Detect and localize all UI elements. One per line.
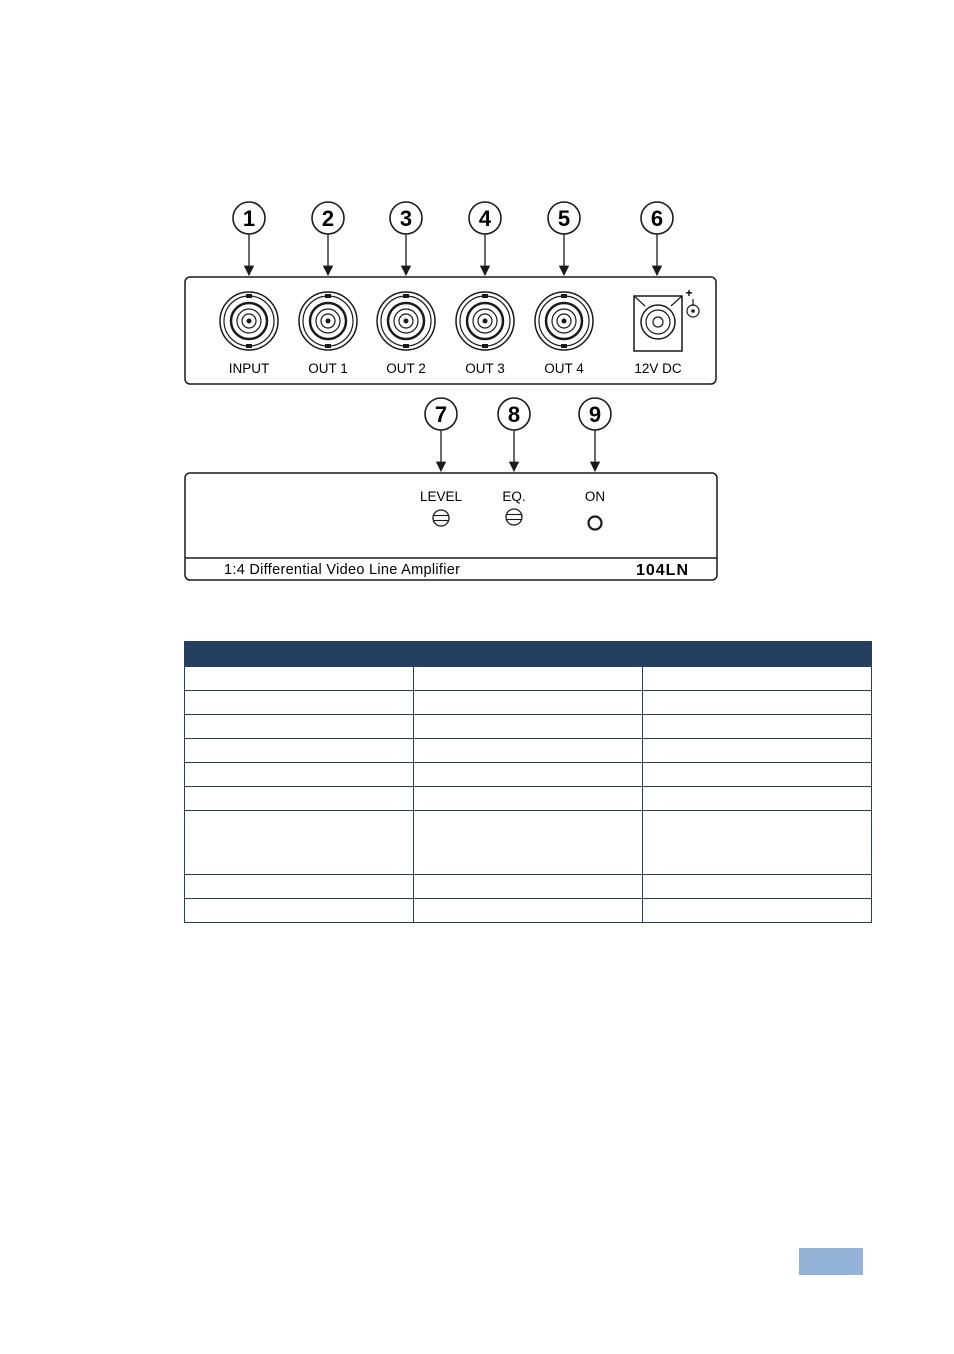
label-level: LEVEL [419,489,463,504]
table-row [185,667,872,691]
callout-5 [548,202,580,275]
label-12v-dc: 12V DC [634,361,682,376]
svg-text:2: 2 [321,206,335,231]
table-row [185,899,872,923]
header-number [185,642,414,667]
device-diagram [0,0,954,600]
table-row [185,715,872,739]
table-row [185,691,872,715]
callout-4 [469,202,501,275]
svg-text:5: 5 [557,206,571,231]
table-header-row [185,642,872,667]
product-description: 1:4 Differential Video Line Amplifier [224,562,461,578]
dc-power-socket-icon [634,296,682,351]
spec-table [184,641,872,923]
label-on: ON [584,489,606,504]
callout-3 [390,202,422,275]
callout-9 [579,398,611,471]
table-row [185,811,872,875]
svg-text:6: 6 [650,206,664,231]
level-trimmer-icon [433,510,449,526]
table-row [185,787,872,811]
svg-text:3: 3 [399,206,413,231]
label-eq: EQ. [502,489,526,504]
label-input: INPUT [228,361,270,376]
label-out2: OUT 2 [386,361,426,376]
svg-text:8: 8 [507,402,521,427]
label-out4: OUT 4 [544,361,584,376]
label-out3: OUT 3 [465,361,505,376]
eq-trimmer-icon [506,509,522,525]
svg-text:7: 7 [434,402,448,427]
callout-1 [233,202,265,275]
svg-text:1: 1 [242,206,256,231]
header-function [643,642,872,667]
on-led-icon [589,517,602,530]
table-row [185,763,872,787]
callout-2 [312,202,344,275]
callout-8 [498,398,530,471]
svg-text:9: 9 [588,402,602,427]
svg-text:+: + [685,286,693,300]
table-row [185,739,872,763]
model-name: 104LN [635,562,689,579]
header-feature [414,642,643,667]
callout-6 [641,202,673,275]
callout-7 [425,398,457,471]
page-number-badge [799,1248,863,1275]
svg-text:4: 4 [478,206,492,231]
table-row [185,875,872,899]
label-out1: OUT 1 [308,361,348,376]
